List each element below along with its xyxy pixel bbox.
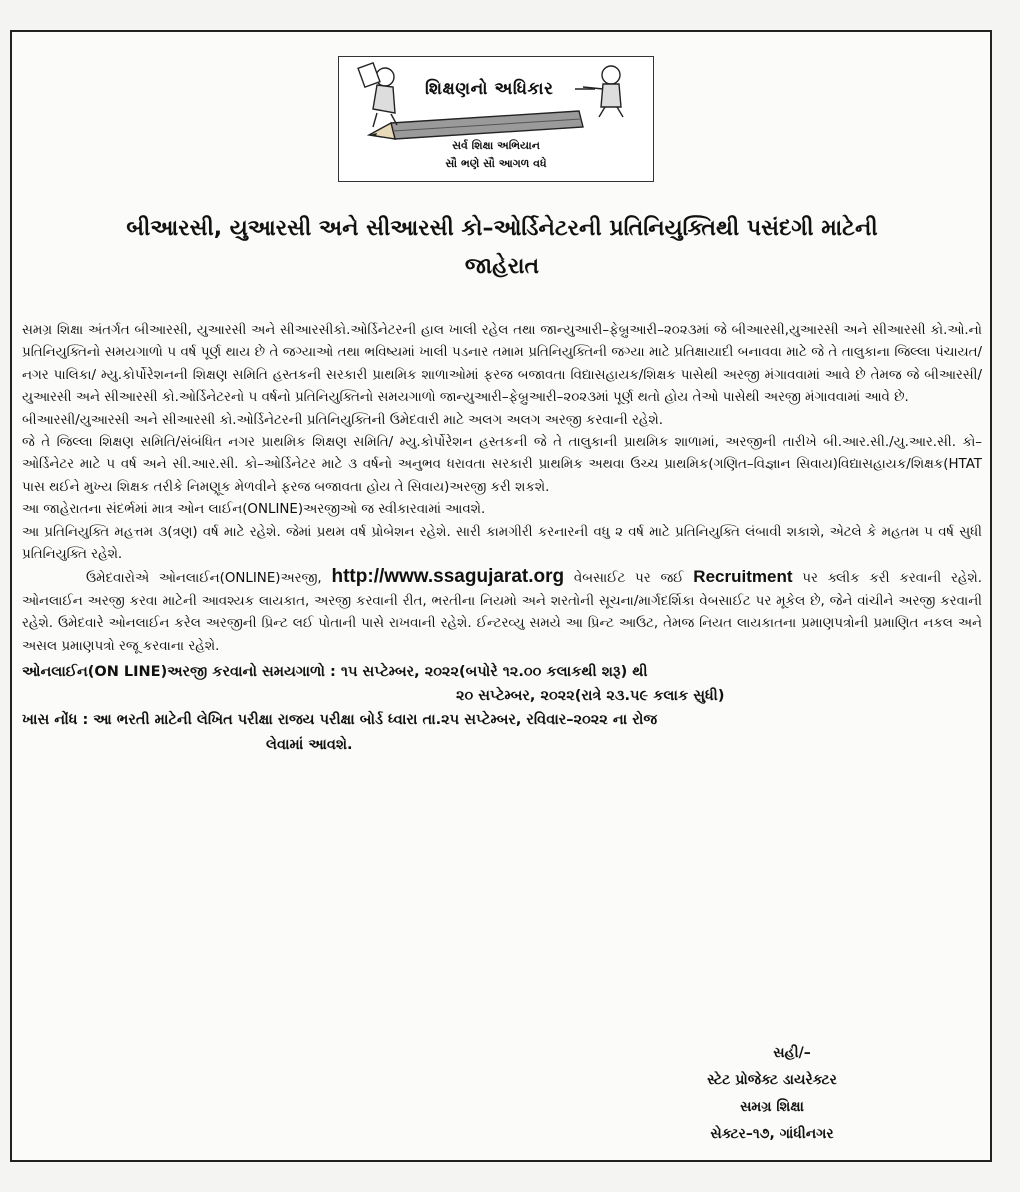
signatory-designation: સ્ટેટ પ્રોજેક્ટ ડાયરેક્ટર bbox=[707, 1072, 837, 1088]
body-paragraph-5: આ પ્રતિનિયુક્તિ મહત્તમ ૩(ત્રણ) વર્ષ માટે રહેશે. જેમાં પ્રથમ વર્ષ પ્રોબેશન રહેશે. સારી કામગીરી કરનારની વધુ ૨ વર્ષ માટે પ્રતિનિયુક્તિ લંબાવી શકાશે, એટલે કે મહતમ ૫ વર્ષ સુધી પ્રતિનિયુક્તિ રહેશે. bbox=[22, 524, 982, 563]
special-note-line-1: ખાસ નોંધ : આ ભરતી માટેની લેખિત પરીક્ષા રાજય પરીક્ષા બોર્ડ ધ્વારા તા.૨૫ સપ્ટેમ્બર, રવિવાર–૨૦૨૨ ના રોજ bbox=[22, 712, 658, 729]
body-paragraph-3: જે તે જિલ્લા શિક્ષણ સમિતિ/સંબંધિત નગર પ્રાથમિક શિક્ષણ સમિતિ/ મ્યુ.કોર્પોરેશન હસ્તકની જે તે તાલુકાની પ્રાથમિક શાળામાં, અરજીની તારીખે બી.આર.સી./યુ.આર.સી. કો–ઓર્ડિનેટર માટે ૫ વર્ષ અને સી.આર.સી. કો–ઓર્ડિનેટર માટે ૩ વર્ષનો અનુભવ ધરાવતા સરકારી પ્રાથમિક અથવા ઉચ્ચ પ્રાથમિક(ગણિત–વિજ્ઞાન સિવાય)વિદ્યાસહાયક/શિક્ષક(HTAT પાસ થઈને મુખ્ય શિક્ષક તરીકે નિમણૂક મેળવીને ફરજ બજાવતા હોય તે સિવાય)અરજી કરી શકશે. bbox=[22, 435, 982, 495]
child-reading-icon bbox=[358, 63, 397, 127]
application-period bbox=[22, 660, 982, 708]
website-link[interactable]: http://www.ssagujarat.org bbox=[331, 566, 565, 588]
p6-rest: પર ક્લીક કરી કરવાની રહેશે. ઓનલાઈન અરજી કરવા માટેની આવશ્યક લાયકાત, અરજી કરવાની રીત, ભરતીના નિયમો અને શરતોની સૂચના/માર્ગદર્શિકા વેબસાઈટ પર મૂકેલ છે, જેને વાંચીને અરજી કરવાની રહેશે. ઉમેદવારે ઓનલાઈન કરેલ અરજીની પ્રિન્ટ લઈ પોતાની પાસે રાખવાની રહેશે. ઈન્ટરવ્યુ સમયે આ પ્રિન્ટ આઉટ, તેમજ નિયત લાયકાતના પ્રમાણપત્રોની પ્રમાણિત નકલ અને અસલ પ્રમાણપત્રો રજૂ કરવાના રહેશે. bbox=[22, 571, 983, 654]
body-paragraph-1: સમગ્ર શિક્ષા અંતર્ગત બીઆરસી, યુઆરસી અને સીઆરસીકો.ઓર્ડિનેટરની હાલ ખાલી રહેલ તથા જાન્યુઆરી–ફેબ્રુઆરી–૨૦૨૩માં જે બીઆરસી,યુઆરસી અને સીઆરસી કો.ઓ.નો પ્રતિનિયુક્તિનો સમયગાળો ૫ વર્ષ પૂર્ણ થાય છે તે જગ્યાઓ તથા ભવિષ્યમાં ખાલી પડનાર તમામ પ્રતિનિયુક્તિની જગ્યા માટે પ્રતિક્ષાયાદી બનાવવા માટે જે તે તાલુકાના જિલ્લા પંચાયત/નગર પાલિકા/ મ્યુ.કોર્પોરેશનની શિક્ષણ સમિતિ હસ્તકની સરકારી પ્રાથમિક શાળાઓમાં ફરજ બજાવતા વિદ્યાસહાયક/શિક્ષક પાસેથી અરજી મંગાવવામાં આવે છે તેમજ જે બીઆરસી/યુઆરસી અને સીઆરસી કો.ઓર્ડિનેટરનો ૫ વર્ષનો પ્રતિનિયુક્તિનો સમયગાળો જાન્યુઆરી–ફેબ્રુઆરી–૨૦૨૩માં પૂર્ણ થતો હોય તેઓ પાસેથી અરજી મંગાવવામાં આવે છે. bbox=[22, 323, 982, 406]
signed-mark: સહી/– bbox=[773, 1045, 811, 1061]
ssa-logo bbox=[338, 56, 654, 182]
notice-body bbox=[22, 320, 982, 758]
notice-headline bbox=[20, 210, 984, 286]
recruitment-label: Recruitment bbox=[693, 567, 793, 587]
signatory-office: સમગ્ર શિક્ષા bbox=[740, 1099, 804, 1115]
special-note-line-2: લેવામાં આવશે. bbox=[266, 737, 353, 754]
notice-page bbox=[10, 30, 992, 1162]
child-sitting-icon bbox=[583, 66, 623, 117]
signature-block bbox=[622, 1040, 922, 1148]
signatory-address: સેક્ટર–૧૭, ગાંધીનગર bbox=[710, 1126, 834, 1142]
logo-title: શિક્ષણનો અધિકાર bbox=[425, 79, 554, 99]
logo-tagline-1: સર્વ શિક્ષા અભિયાન bbox=[452, 139, 540, 152]
body-paragraph-2: બીઆરસી/યુઆરસી અને સીઆરસી કો.ઓર્ડિનેટરની પ્રતિનિયુક્તિની ઉમેદવારી માટે અલગ અલગ અરજી કરવાની રહેશે. bbox=[22, 412, 664, 428]
application-period-start: ઓનલાઈન(ON LINE)અરજી કરવાનો સમયગાળો : ૧૫ સપ્ટેમ્બર, ૨૦૨૨(બપોરે ૧૨.૦૦ કલાકથી શરૂ) થી bbox=[22, 664, 648, 681]
special-note bbox=[22, 708, 982, 758]
body-paragraph-4: આ જાહેરાતના સંદર્ભમાં માત્ર ઓન લાઈન(ONLINE)અરજીઓ જ સ્વીકારવામાં આવશે. bbox=[22, 502, 486, 518]
body-paragraph-6 bbox=[22, 566, 982, 658]
p6-intro: ઉમેદવારોએ ઓનલાઈન(ONLINE)અરજી, bbox=[86, 571, 332, 587]
logo-tagline-2: સૌ ભણે સૌ આગળ વધે bbox=[445, 157, 547, 170]
application-period-end: ૨૦ સપ્ટેમ્બર, ૨૦૨૨(રાત્રે ૨૩.૫૯ કલાક સુધી) bbox=[456, 688, 725, 705]
headline-line-1: બીઆરસી, યુઆરસી અને સીઆરસી કો–ઓર્ડિનેટરની પ્રતિનિયુક્તિથી પસંદગી માટેની bbox=[126, 216, 878, 241]
p6-middle: વેબસાઈટ પર જઈ bbox=[564, 571, 694, 587]
headline-line-2: જાહેરાત bbox=[464, 254, 540, 279]
pencil-icon bbox=[369, 111, 583, 139]
